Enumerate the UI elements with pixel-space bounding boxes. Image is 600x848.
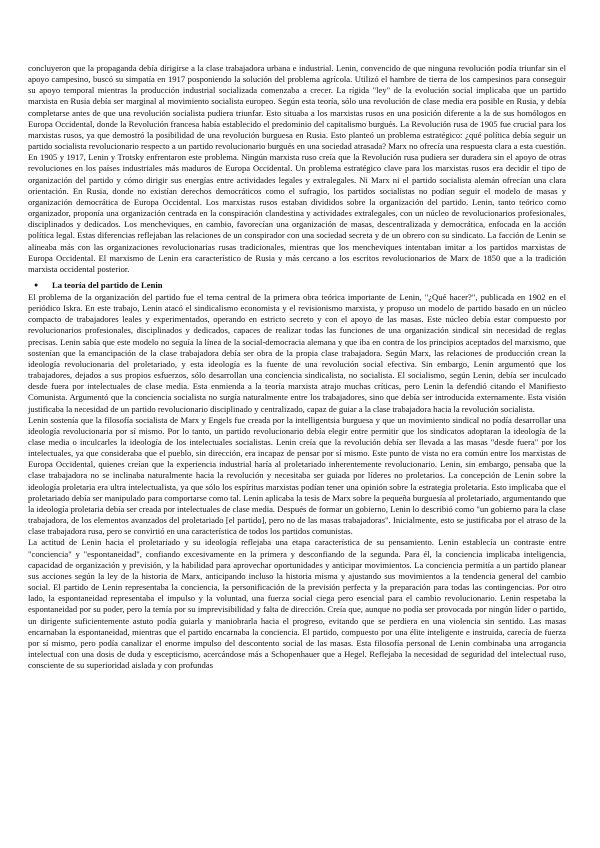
body-paragraph: Lenin sostenía que la filosofía socialista de Marx y Engels fue creada por la intelligentsia burguesa y que un movimiento sindical no podía desarrollar una ideología revolucionaria por sí mismo. Por lo tanto, un partido revolucionario debía elegir entre permitir que los sindicatos adoptaran la ideología de la clase media o inculcarles la ideología de los intelectuales socialistas. Lenin creía que la revolución debía ser llevada a las masas "desde fuera" por los intelectuales, ya que consideraba que el pueblo, sin dirección, era incapaz de pensar por sí mismo. Este punto de vista no era común entre los marxistas de Europa Occidental, quienes creían que la experiencia industrial haría al proletariado inherentemente revolucionario. Lenin, sin embargo, pensaba que la clase trabajadora no se inclinaba naturalmente hacia la revolución y necesitaba ser guiada por líderes no proletarios. La concepción de Lenin sobre la ideología proletaria era ultra intelectualista, ya que sólo los espíritus marxistas podían tener una opinión sobre la estrategia proletaria. Esto implicaba que el proletariado debía ser manipulado para comportarse como tal. Lenin aplicaba la tesis de Marx sobre la pequeña burguesía al proletariado, argumentando que la ideología proletaria debía ser creada por intelectuales de clase media. Después de formar un gobierno, Lenin lo describió como "un gobierno para la clase trabajadora, de los elementos avanzados del proletariado [el partido], pero no de las masas trabajadoras". Inicialmente, esto se justificaba por el atraso de la clase trabajadora rusa, pero se convirtió en una característica de todos los partidos comunistas. [28,414,566,537]
section-heading [28,280,566,291]
body-paragraph: concluyeron que la propaganda debía dirigirse a la clase trabajadora urbana e industrial. Lenin, convencido de que ninguna revolución podía triunfar sin el apoyo campesino, buscó su simpatía en 1917 posponiendo la solución del problema agrícola. Utilizó el hambre de tierra de los campesinos para conseguir su apoyo temporal mientras la producción industrial socializada comenzaba a crecer. La rígida "ley" de la evolución social implicaba que un partido marxista en Rusia debía ser marginal al movimiento socialista europeo. Según esta teoría, sólo una revolución de clase media era posible en Rusia, y debía completarse antes de que una revolución socialista pudiera triunfar. Esto situaba a los marxistas rusos en una posición diferente a la de sus homólogos en Europa Occidental, donde la Revolución francesa había establecido el predominio del capitalismo burgués. La Revolución rusa de 1905 fue crucial para los marxistas rusos, ya que demostró la posibilidad de una revolución burguesa en Rusia. Esto planteó un problema estratégico: ¿qué política debía seguir un partido socialista revolucionario respecto a un partido revolucionario burgués en una sociedad atrasada? Marx no ofrecía una respuesta clara a esta cuestión. En 1905 y 1917, Lenin y Trotsky enfrentaron este problema. Ningún marxista ruso creía que la Revolución rusa pudiera ser duradera sin el apoyo de otras revoluciones en los países industriales más maduros de Europa Occidental. Un problema estratégico clave para los marxistas rusos era decidir el tipo de organización del partido y cómo dirigir sus energías entre actividades legales y extralegales. Ni Marx ni el partido socialista alemán ofrecían una clara orientación. En Rusia, donde no existían derechos democráticos como el sufragio, los partidos socialistas no podían seguir el modelo de masas y organización democrática de Europa Occidental. Los marxistas rusos estaban divididos sobre la organización del partido. Lenin, tanto teórico como organizador, proponía una organización centrada en la conspiración clandestina y actividades extralegales, con un núcleo de revolucionarios profesionales, disciplinados y dedicados. Los mencheviques, en cambio, favorecían una organización de masas, descentralizada y democrática, enfocada en la acción política legal. Estas diferencias reflejaban las relaciones de un conspirador con una sociedad secreta y de un obrero con su sindicato. La facción de Lenin se alineaba más con las organizaciones revolucionarias rusas tradicionales, mientras que los mencheviques intentaban imitar a los partidos marxistas de Europa Occidental. El marxismo de Lenin era característico de Rusia y más cercano a los escritos revolucionarios de Marx de 1850 que a la tradición marxista occidental posterior. [28,63,566,274]
bullet-icon: ● [34,280,39,289]
body-paragraph: El problema de la organización del partido fue el tema central de la primera obra teórica importante de Lenin, "¿Qué hacer?", publicada en 1902 en el periódico Iskra. En este trabajo, Lenin atacó el sindicalismo economista y el revisionismo marxista, y propuso un modelo de partido basado en un núcleo compacto de trabajadores leales y experimentados, operando en estricto secreto y con el apoyo de las masas. Este núcleo debía estar compuesto por revolucionarios profesionales, disciplinados y dedicados, capaces de realizar todas las funciones de una organización sindical sin necesidad de reglas precisas. Lenin sabía que este modelo no seguía la línea de la social-democracia alemana y que iba en contra de los principios aceptados del marxismo, que sostenían que la emancipación de la clase trabajadora debía ser obra de la propia clase trabajadora. Según Marx, las relaciones de producción crean la ideología revolucionaria del proletariado, y esta ideología es la fuente de una revolución social efectiva. Sin embargo, Lenin argumentó que los trabajadores, dejados a sus propios esfuerzos, sólo desarrollan una conciencia sindicalista, no socialista. El socialismo, según Lenin, debía ser inculcado desde fuera por intelectuales de clase media. Esta enmienda a la teoría marxista atrajo muchas críticas, pero Lenin la defendió citando el Manifiesto Comunista. Argumentó que la conciencia socialista no surgía naturalmente entre los trabajadores, sino que debía ser introducida externamente. Esta visión justificaba la necesidad de un partido revolucionario disciplinado y centralizado, capaz de guiar a la clase trabajadora hacia la revolución socialista. [28,291,566,414]
section-heading-text: La teoría del partido de Lenin [52,279,163,290]
body-paragraph: La actitud de Lenin hacia el proletariado y su ideología reflejaba una etapa característica de su pensamiento. Lenin establecía un contraste entre "conciencia" y "espontaneidad", confiando excesivamente en la primera y desconfiando de la segunda. Para él, la conciencia implicaba inteligencia, capacidad de organización y previsión, y la habilidad para aprovechar oportunidades y anticipar movimientos. La conciencia permitía a un partido planear sus acciones según la ley de la historia de Marx, anticipando incluso la historia misma y ajustando sus movimientos a la tendencia general del cambio social. El partido de Lenin representaba la conciencia, la personificación de la previsión perfecta y la preparación para todas las contingencias. Por otro lado, la espontaneidad representaba el impulso y la voluntad, una fuerza social ciega pero esencial para el cambio revolucionario. Lenin respetaba la espontaneidad por su poder, pero la temía por su imprevisibilidad y falta de dirección. Creía que, aunque no podía ser provocada por ningún líder o partido, un dirigente suficientemente astuto podía guiarla y maniobrarla hacia el progreso, evitando que se perdiera en una violencia sin sentido. Las masas encarnaban la espontaneidad, mientras que el partido encarnaba la conciencia. El partido, compuesto por una élite inteligente e instruida, carecía de fuerza por sí mismo, pero podía canalizar el enorme impulso del descontento social de las masas. Esta filosofía personal de Lenin combinaba una arrogancia intelectual con una dosis de duda y escepticismo, acercándose más a Schopenhauer que a Hegel. Reflejaba la necesidad de seguridad del intelectual ruso, consciente de su superioridad aislada y con profundas [28,537,566,671]
